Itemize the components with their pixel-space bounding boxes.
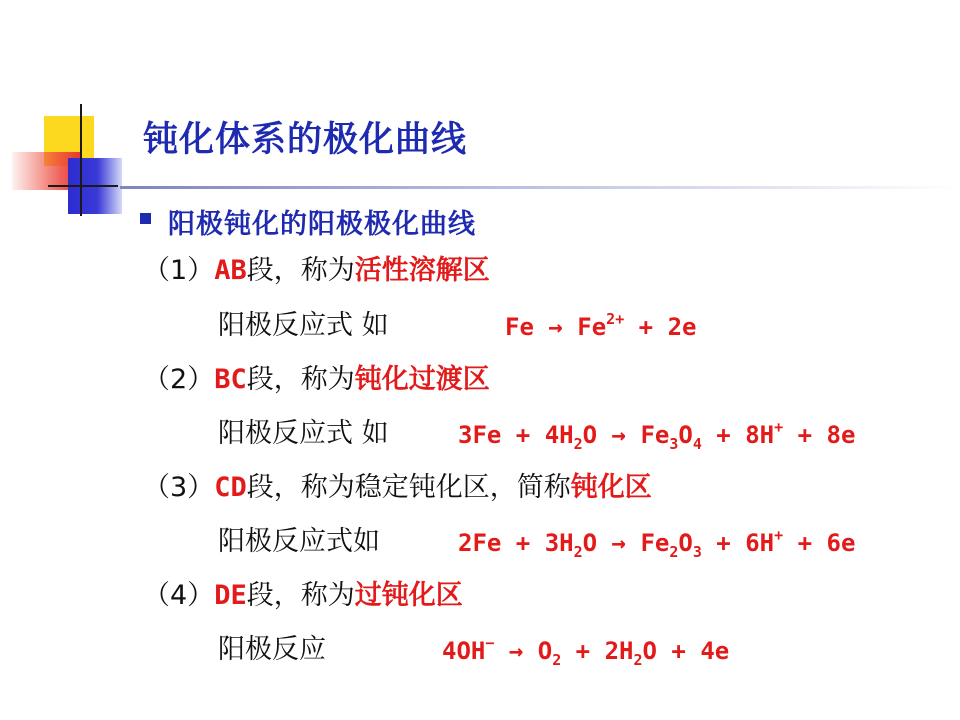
- item-2-equation: $3Fe + 4H_2O \to Fe_3O_4 + 8H^+ + 8e$: [458, 418, 856, 453]
- item-1-number: （1）: [143, 255, 215, 286]
- decor-horizontal-line: [48, 185, 118, 187]
- item-2-heading: [143, 366, 490, 393]
- item-3-number: （3）: [143, 472, 215, 503]
- item-2-number: （2）: [143, 364, 215, 395]
- item-2-text: 段，称为: [246, 364, 355, 395]
- item-1-segment: AB: [214, 255, 247, 286]
- arrow-icon: →: [508, 637, 524, 665]
- item-4-region-name: 过钝化区: [354, 580, 463, 611]
- item-4-heading: [143, 582, 463, 609]
- item-4-equation: $4OH^- \to O_2 + 2H_2O + 4e$: [442, 634, 730, 669]
- arrow-icon: →: [611, 529, 626, 557]
- item-3-reaction-label: 阳极反应式如: [218, 526, 380, 557]
- item-3-text-2: 稳定钝化区，简称: [354, 472, 571, 503]
- item-3-heading: [143, 474, 652, 501]
- arrow-icon: →: [611, 421, 626, 449]
- item-3-text: 段，称为: [246, 472, 355, 503]
- item-2-segment: BC: [214, 364, 247, 395]
- item-4-text: 段，称为: [246, 580, 355, 611]
- square-bullet-icon: [140, 213, 151, 224]
- item-1-equation: $Fe \to Fe^{2+} + 2e$: [505, 310, 697, 341]
- item-3-segment: CD: [214, 472, 247, 503]
- arrow-icon: →: [548, 313, 563, 341]
- item-4-reaction-label: 阳极反应: [218, 634, 326, 665]
- item-1-reaction-label: 阳极反应式 如: [218, 310, 389, 341]
- title-underline-rule: [120, 186, 960, 189]
- item-3-region-name: 钝化区: [570, 472, 652, 503]
- item-1-text: 段，称为: [246, 255, 355, 286]
- item-2-reaction-label: 阳极反应式 如: [218, 418, 389, 449]
- item-4-segment: DE: [214, 580, 247, 611]
- item-3-equation: $2Fe + 3H_2O \to Fe_2O_3 + 6H^+ + 6e$: [458, 526, 856, 561]
- item-1-heading: [143, 257, 490, 284]
- item-2-region-name: 钝化过渡区: [354, 364, 490, 395]
- item-1-region-name: 活性溶解区: [354, 255, 490, 286]
- item-4-number: （4）: [143, 580, 215, 611]
- page-title: 钝化体系的极化曲线: [143, 120, 468, 160]
- decor-vertical-line: [80, 104, 82, 216]
- section-subtitle: 阳极钝化的阳极极化曲线: [168, 209, 476, 240]
